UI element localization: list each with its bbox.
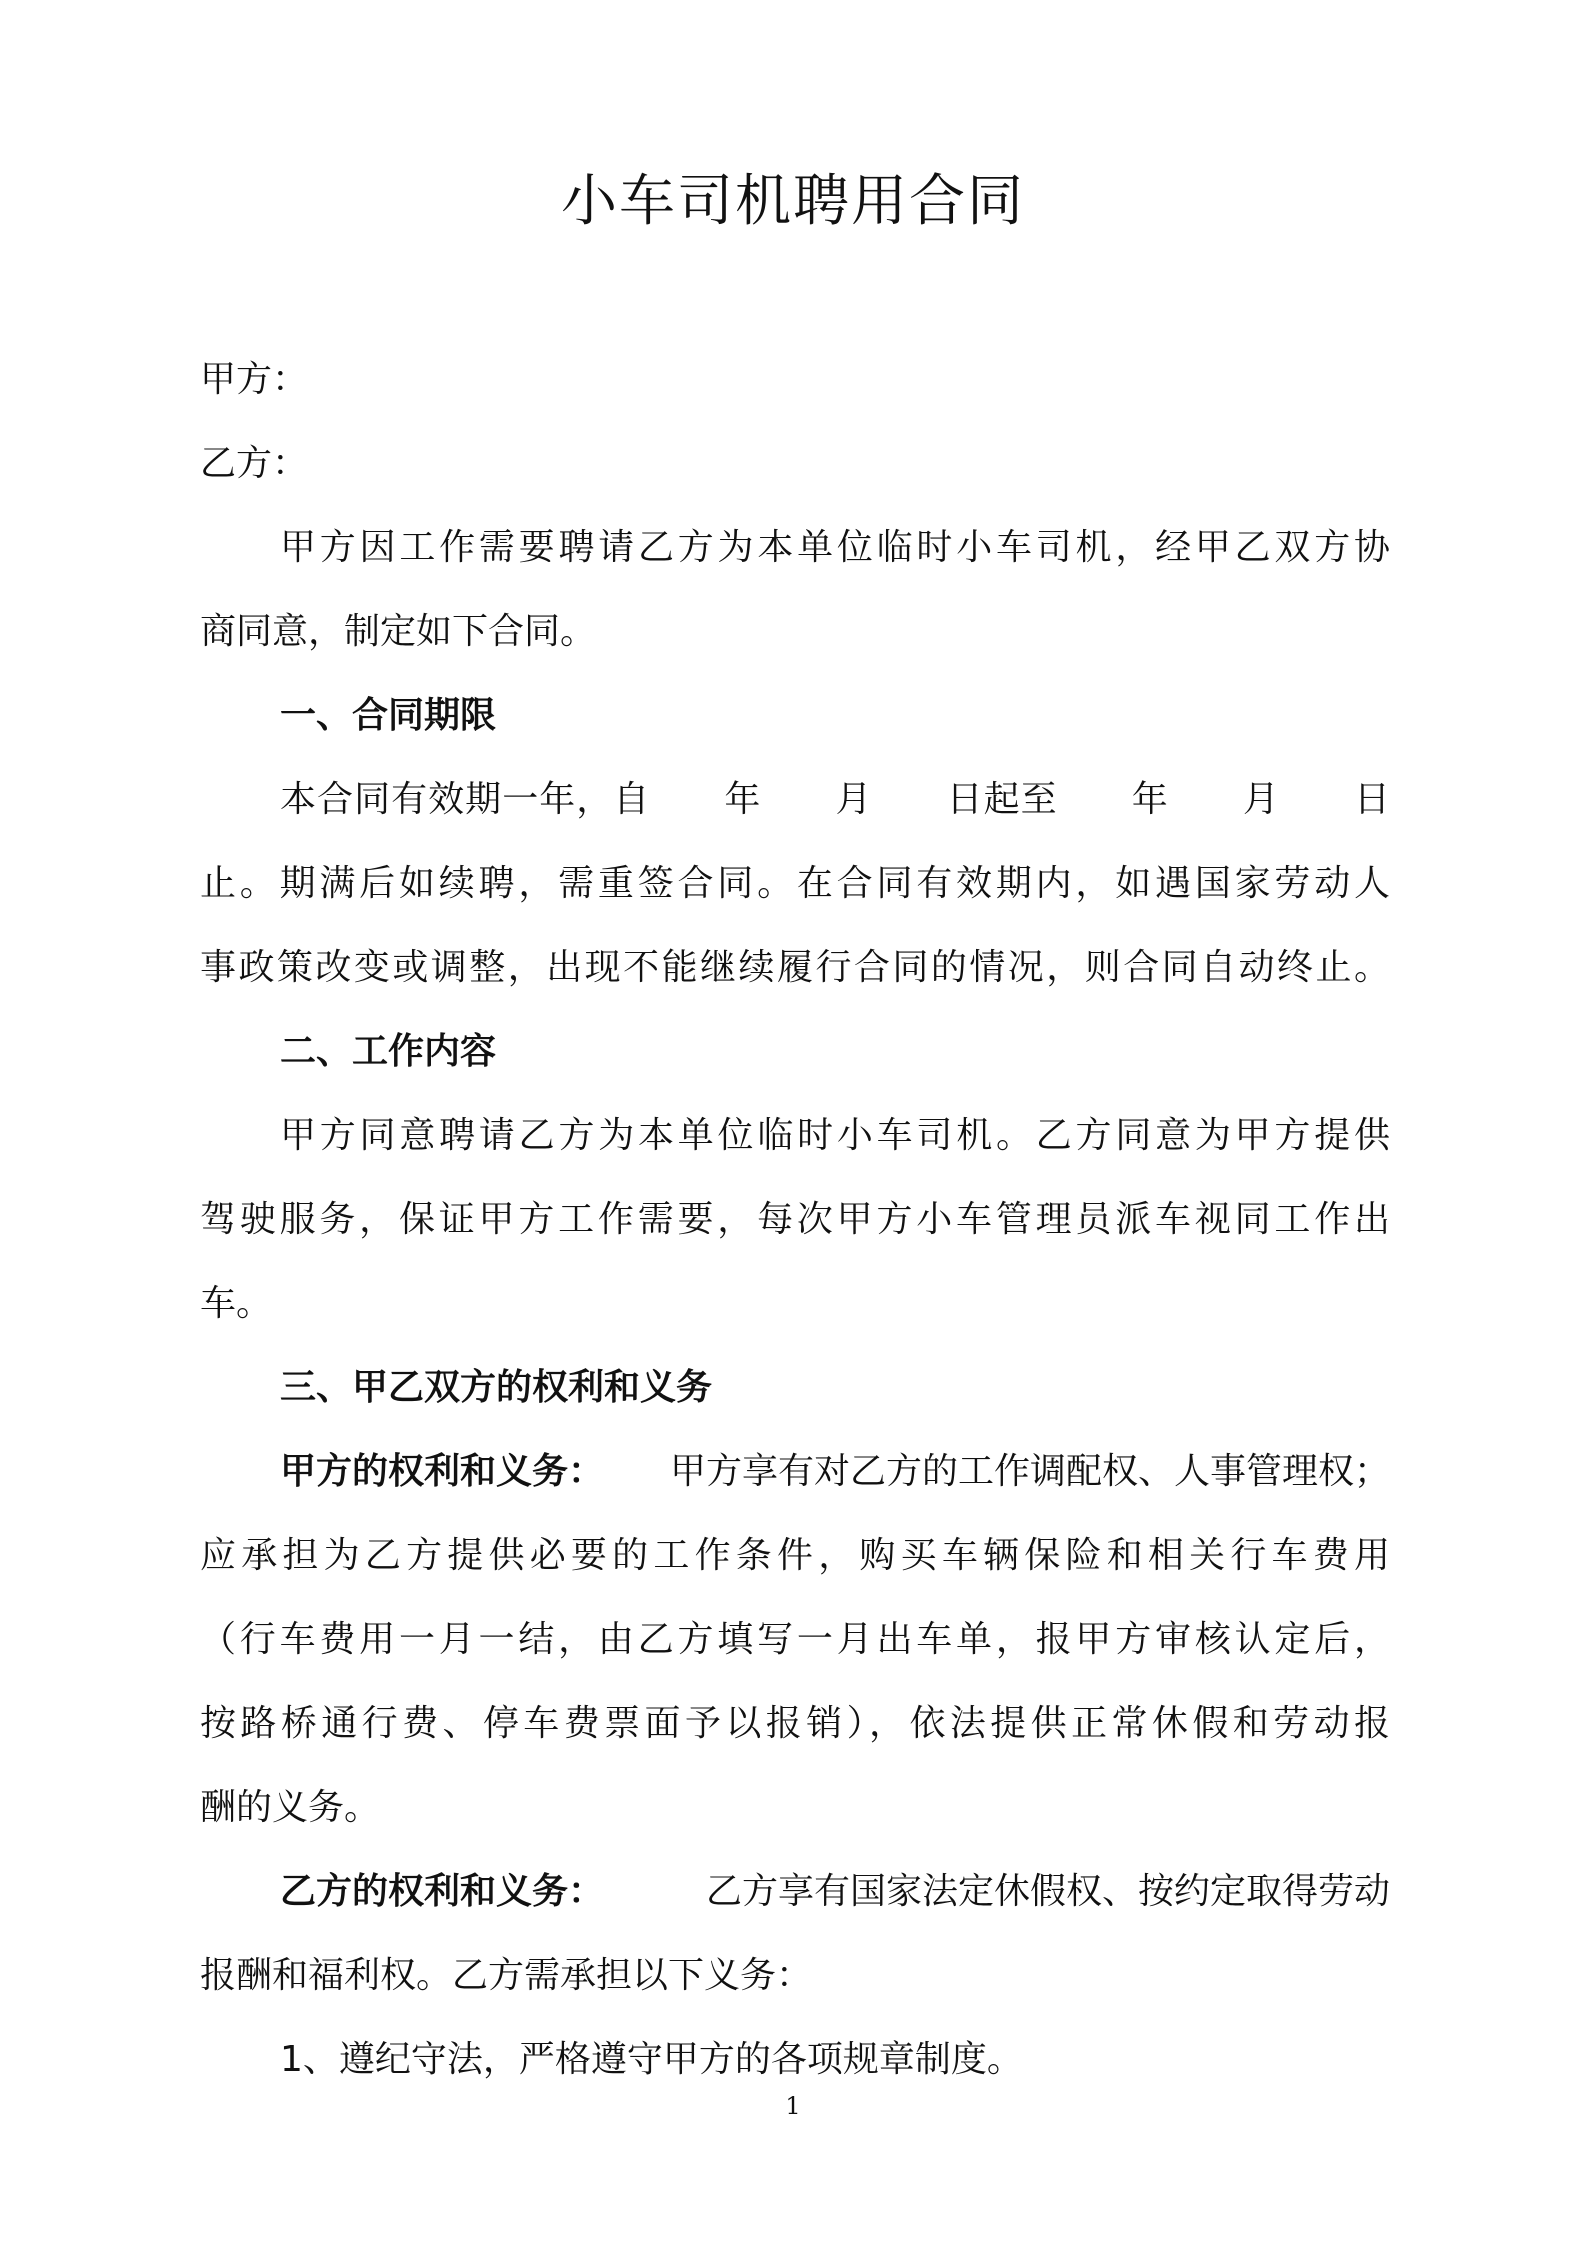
party-a-duties-line-1 — [280, 1450, 1390, 1494]
section-3-heading: 三、甲乙双方的权利和义务 — [280, 1367, 713, 1408]
section-2-line-3: 车。 — [200, 1283, 273, 1324]
intro-line-2: 商同意，制定如下合同。 — [200, 611, 597, 652]
party-b-duties-label: 乙方的权利和义务： — [280, 1871, 605, 1912]
duty-item-1: 1、遵纪守法，严格遵守甲方的各项规章制度。 — [280, 2039, 1023, 2080]
party-a-duties-label: 甲方的权利和义务： — [280, 1451, 605, 1492]
party-a-label: 甲方： — [200, 359, 309, 400]
party-b-label: 乙方： — [200, 443, 309, 484]
section-2-line-2: 驾驶服务，保证甲方工作需要，每次甲方小车管理员派车视同工作出 — [200, 1199, 1390, 1240]
party-a-duties-line-2: 应承担为乙方提供必要的工作条件，购买车辆保险和相关行车费用 — [200, 1535, 1390, 1576]
intro-line-1: 甲方因工作需要聘请乙方为本单位临时小车司机，经甲乙双方协 — [280, 527, 1390, 568]
section-1-heading: 一、合同期限 — [280, 695, 497, 736]
party-b-duties-first: 乙方享有国家法定休假权、按约定取得劳动 — [705, 1871, 1390, 1912]
party-a-duties-line-4: 按路桥通行费、停车费票面予以报销），依法提供正常休假和劳动报 — [200, 1703, 1390, 1744]
document-title: 小车司机聘用合同 — [561, 169, 1025, 234]
party-a-duties-first: 甲方享有对乙方的工作调配权、人事管理权； — [669, 1451, 1390, 1492]
section-1-line-2: 止。期满后如续聘，需重签合同。在合同有效期内，如遇国家劳动人 — [200, 863, 1390, 904]
section-1-line-1: 本合同有效期一年，自 年 月 日起至 年 月 日 — [280, 779, 1390, 820]
page-number: 1 — [785, 2092, 801, 2120]
party-b-duties-line-1 — [280, 1870, 1390, 1914]
party-a-duties-line-5: 酬的义务。 — [200, 1787, 381, 1828]
party-a-duties-line-3: （行车费用一月一结，由乙方填写一月出车单，报甲方审核认定后， — [200, 1619, 1390, 1660]
party-b-duties-line-2: 报酬和福利权。乙方需承担以下义务： — [200, 1955, 813, 1996]
section-2-line-1: 甲方同意聘请乙方为本单位临时小车司机。乙方同意为甲方提供 — [280, 1115, 1390, 1156]
section-2-heading: 二、工作内容 — [280, 1031, 497, 1072]
section-1-line-3: 事政策改变或调整，出现不能继续履行合同的情况，则合同自动终止。 — [200, 947, 1390, 988]
